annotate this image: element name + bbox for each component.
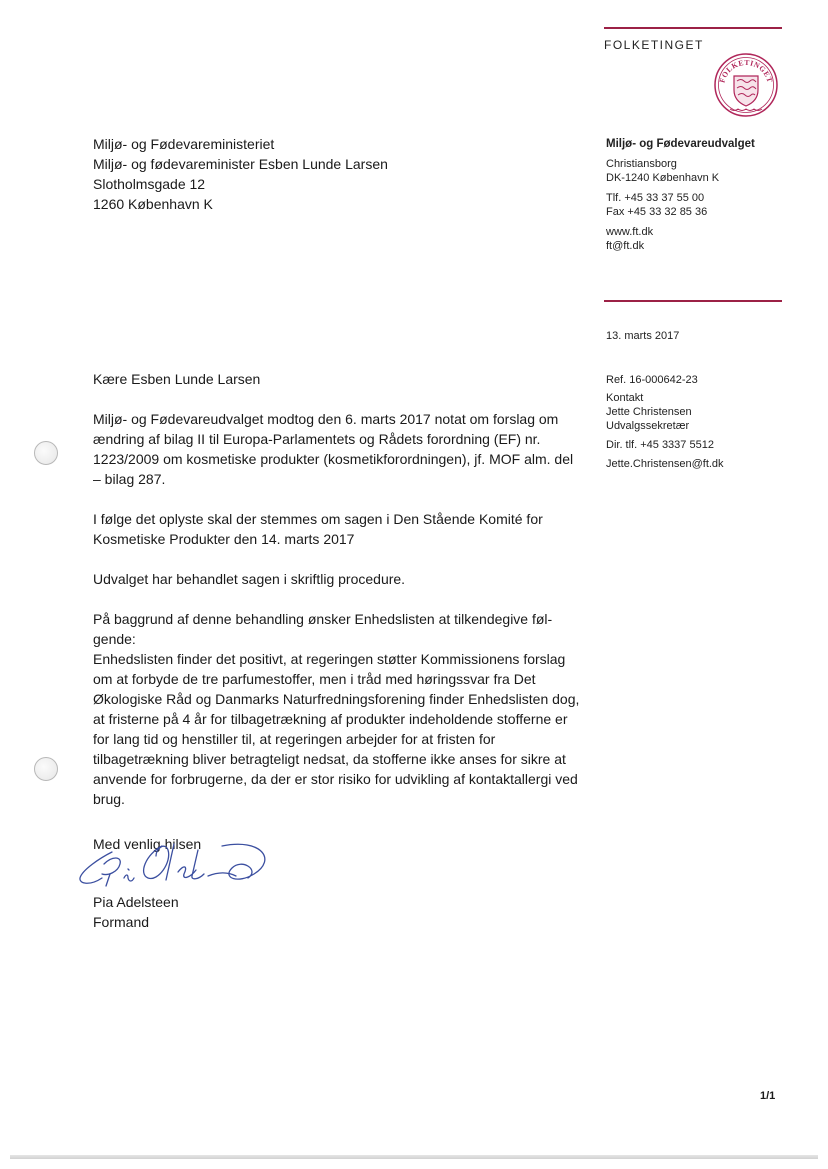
letter-date: 13. marts 2017 bbox=[606, 330, 680, 342]
top-accent-rule bbox=[604, 27, 782, 29]
recipient-line: Slotholmsgade 12 bbox=[93, 176, 206, 192]
contact-label: Kontakt bbox=[606, 392, 644, 404]
contact-email: Jette.Christensen@ft.dk bbox=[606, 458, 724, 470]
sender-divider-rule bbox=[604, 300, 782, 302]
page-number: 1/1 bbox=[760, 1090, 776, 1102]
contact-title: Udvalgssekretær bbox=[606, 420, 690, 432]
closing: Med venlig hilsen bbox=[93, 836, 202, 852]
sender-phone: Tlf. +45 33 37 55 00 bbox=[606, 192, 705, 204]
body-paragraph: Miljø- og Fødevareudvalget modtog den 6. marts 2017 notat om forslag om ændring af bilag II til Europa-Parlamentets og Rådets forordning (EF) nr. 1223/2009 om kosmetiske produkter (kosmetikforordningen), jf. MOF alm. del – bilag 287. bbox=[93, 411, 574, 487]
reference-number: Ref. 16-000642-23 bbox=[606, 374, 698, 386]
sender-address-line: Christiansborg bbox=[606, 158, 677, 170]
hole-punch bbox=[34, 757, 58, 781]
sender-address-line: DK-1240 København K bbox=[606, 172, 720, 184]
sender-block bbox=[606, 137, 755, 253]
handwritten-signature-icon bbox=[72, 834, 282, 896]
salutation: Kære Esben Lunde Larsen bbox=[93, 371, 261, 387]
signatory-name: Pia Adelsteen bbox=[93, 894, 179, 910]
reference-block bbox=[606, 373, 724, 471]
scan-edge-line bbox=[10, 1155, 818, 1159]
contact-direct-phone: Dir. tlf. +45 3337 5512 bbox=[606, 439, 714, 451]
contact-name: Jette Christensen bbox=[606, 406, 692, 418]
folketinget-seal-icon bbox=[713, 52, 779, 118]
recipient-line: 1260 København K bbox=[93, 196, 213, 212]
sender-email: ft@ft.dk bbox=[606, 240, 645, 252]
body-paragraph: Udvalget har behandlet sagen i skriftlig procedure. bbox=[93, 571, 406, 587]
signatory-title: Formand bbox=[93, 914, 150, 930]
body-paragraph: I følge det oplyste skal der stemmes om sagen i Den Stående Komité for Kosmetiske Produkter den 14. marts 2017 bbox=[93, 511, 543, 547]
committee-name: Miljø- og Fødevareudvalget bbox=[606, 138, 755, 150]
letter-body bbox=[93, 409, 583, 809]
sender-fax: Fax +45 33 32 85 36 bbox=[606, 206, 708, 218]
recipient-line: Miljø- og fødevareminister Esben Lunde Larsen bbox=[93, 156, 388, 172]
hole-punch bbox=[34, 441, 58, 465]
recipient-address bbox=[93, 134, 388, 214]
organization-name: FOLKETINGET bbox=[604, 38, 704, 52]
body-paragraph: Enhedslisten finder det positivt, at regeringen støtter Kommissionens forslag om at forbyde de tre parfumestoffer, men i tråd med høringssvar fra Det Økologiske Råd og Danmarks Naturfredningsforening finder Enhedslisten dog, at fristerne på 4 år for tilbagetrækning af produkter indeholdende stofferne er for lang tid og henstiller til, at regeringen arbejder for at fristen for tilbagetrækning bliver betragteligt nedsat, da stofferne ikke anses for sikre at anvende for forbrugerne, da der er stor risiko for udvikling af kontaktallergi ved brug. bbox=[93, 651, 580, 807]
recipient-line: Miljø- og Fødevareministeriet bbox=[93, 136, 275, 152]
seal-lettering: FOLKETINGET bbox=[717, 57, 775, 84]
body-paragraph: På baggrund af denne behandling ønsker Enhedslisten at tilkendegive føl-gende: bbox=[93, 611, 553, 647]
sender-website: www.ft.dk bbox=[606, 226, 654, 238]
